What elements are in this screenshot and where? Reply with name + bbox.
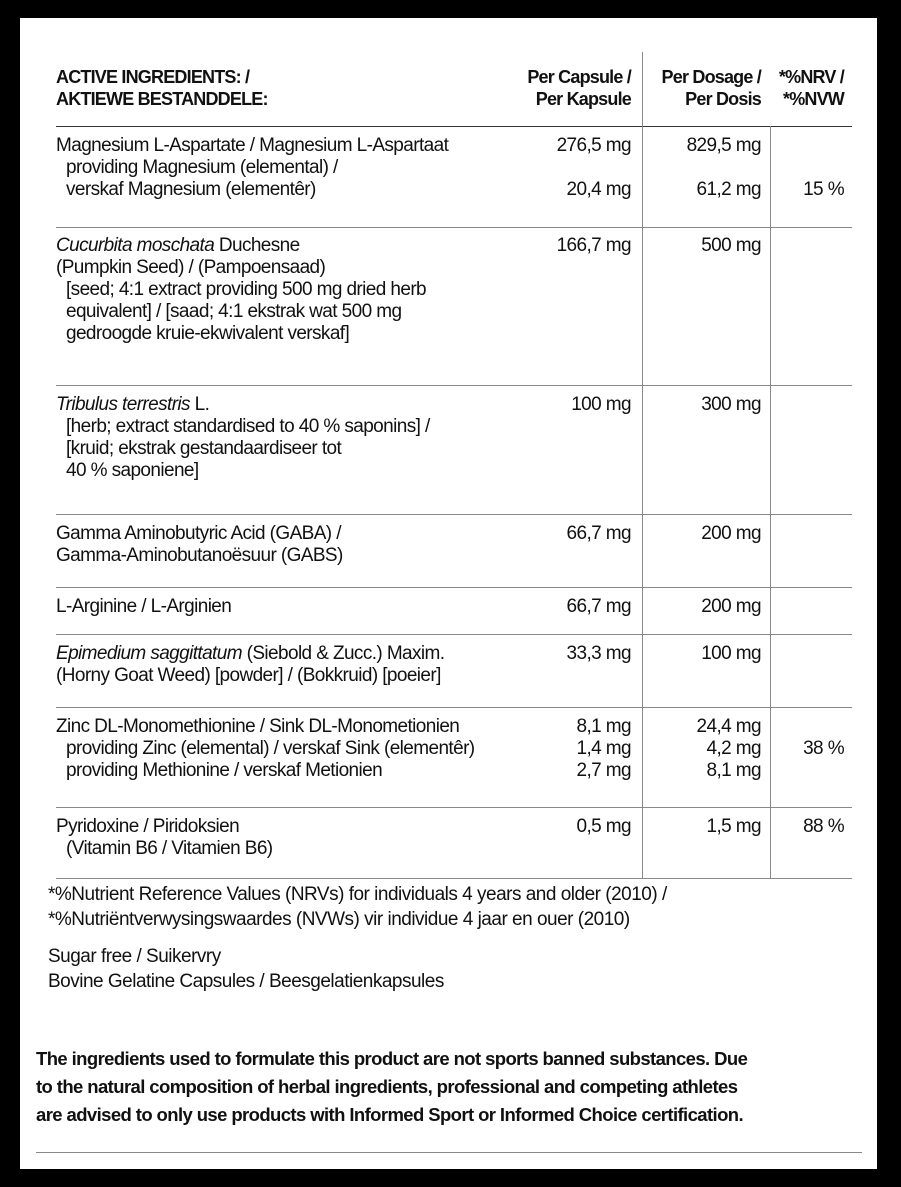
ingredient-text: providing Methionine / verskaf Metionien [66, 760, 383, 781]
header-per-dosage [662, 66, 761, 110]
ingredient-name [56, 523, 516, 567]
ingredient-line [56, 279, 516, 301]
nrv-value [803, 135, 844, 157]
header-per-capsule [527, 66, 631, 110]
per-dosage-value-cell [697, 716, 761, 782]
ingredient-text: Cucurbita moschata [56, 235, 215, 256]
ingredient-text: Duchesne [214, 235, 300, 256]
ingredient-name [56, 235, 516, 345]
nrv-value-cell [803, 816, 844, 838]
per-dosage-value-cell [701, 235, 761, 257]
ingredient-name [56, 596, 516, 618]
per-capsule-value: 66,7 mg [566, 523, 631, 544]
table-row [56, 587, 852, 635]
per-capsule-value: 2,7 mg [576, 760, 631, 781]
per-dosage-value: 100 mg [701, 643, 761, 664]
per-dosage-value: 200 mg [701, 596, 761, 617]
ingredient-line [56, 394, 516, 416]
per-dosage-value-cell [701, 643, 761, 665]
ingredient-line [56, 235, 516, 257]
per-dosage-value: 200 mg [701, 523, 761, 544]
table-row [56, 807, 852, 879]
ingredient-line [56, 523, 516, 545]
header-ingredients-en: ACTIVE INGREDIENTS: / [56, 67, 250, 87]
ingredient-text: Magnesium L-Aspartate / Magnesium L-Aspartaat [56, 135, 449, 156]
ingredient-text: providing Zinc (elemental) / verskaf Sink (elementêr) [66, 738, 475, 759]
ingredient-line [56, 179, 516, 201]
per-capsule-value-cell [571, 394, 631, 416]
nrv-value: 38 % [803, 738, 844, 759]
ingredient-line [56, 760, 516, 782]
ingredient-text: Gamma Aminobutyric Acid (GABA) / [56, 523, 341, 544]
per-capsule-value: 20,4 mg [566, 179, 631, 200]
ingredient-text: [herb; extract standardised to 40 % saponins] / [66, 416, 430, 437]
athlete-warning [36, 1045, 866, 1129]
ingredient-line [56, 643, 516, 665]
header-ingredients-af: AKTIEWE BESTANDDELE: [56, 89, 268, 109]
ingredient-text: Pyridoxine / Piridoksien [56, 816, 240, 837]
nrv-value [803, 157, 844, 179]
ingredient-text: [kruid; ekstrak gestandaardiseer tot [66, 438, 342, 459]
per-dosage-value: 1,5 mg [706, 816, 761, 837]
table-row [56, 385, 852, 515]
table-row [56, 126, 852, 228]
per-capsule-value: 166,7 mg [556, 235, 631, 256]
nrv-value [803, 760, 844, 782]
per-dosage-value-cell [701, 523, 761, 545]
per-dosage-value: 61,2 mg [696, 179, 761, 200]
header-per-capsule-af: Per Kapsule [535, 89, 631, 109]
ingredient-name [56, 816, 516, 860]
header-per-capsule-en: Per Capsule / [527, 67, 631, 87]
per-dosage-value: 8,1 mg [706, 760, 761, 781]
per-capsule-value-cell [577, 716, 632, 782]
per-dosage-value-cell [701, 394, 761, 416]
ingredient-text: Epimedium saggittatum [56, 643, 242, 664]
per-dosage-value: 500 mg [701, 235, 761, 256]
per-capsule-value-cell [557, 235, 631, 257]
ingredient-name [56, 643, 516, 687]
ingredient-line [56, 716, 516, 738]
ingredient-name [56, 716, 516, 782]
ingredient-text: [seed; 4:1 extract providing 500 mg dried herb [66, 279, 427, 300]
ingredient-line [56, 135, 516, 157]
ingredient-line [56, 157, 516, 179]
warning-line: to the natural composition of herbal ingredients, professional and competing athletes [36, 1076, 738, 1097]
per-capsule-value: 0,5 mg [576, 816, 631, 837]
nrv-value [803, 716, 844, 738]
ingredient-text: (Siebold & Zucc.) Maxim. [241, 643, 445, 664]
ingredient-text: Zinc DL-Monomethionine / Sink DL-Monometionien [56, 716, 460, 737]
table-row [56, 227, 852, 386]
ingredient-text: Tribulus terrestris [56, 394, 190, 415]
per-dosage-value: 300 mg [701, 394, 761, 415]
ingredient-line [56, 596, 516, 618]
footnote [48, 882, 868, 932]
ingredient-text: gedroogde kruie-ekwivalent verskaf] [66, 323, 350, 344]
ingredient-text: (Pumpkin Seed) / (Pampoensaad) [56, 257, 326, 278]
ingredient-text: 40 % saponiene] [66, 460, 199, 481]
per-capsule-value-cell [557, 135, 631, 201]
bottom-divider [36, 1152, 862, 1153]
ingredient-line [56, 301, 516, 323]
note-sugar-free: Sugar free / Suikervry [48, 946, 221, 967]
warning-line: are advised to only use products with Informed Sport or Informed Choice certification. [36, 1104, 744, 1125]
column-divider-capsule-dosage [642, 52, 643, 878]
per-capsule-value [557, 157, 631, 179]
table-row [56, 634, 852, 708]
per-capsule-value-cell [577, 816, 632, 838]
footnote-af: *%Nutriëntverwysingswaardes (NVWs) vir individue 4 jaar en ouer (2010) [48, 909, 630, 930]
header-per-dosage-af: Per Dosis [685, 89, 761, 109]
per-capsule-value: 1,4 mg [576, 738, 631, 759]
ingredient-line [56, 545, 516, 567]
per-dosage-value: 24,4 mg [696, 716, 761, 737]
header-nrv-en: *%NRV / [778, 67, 844, 87]
ingredient-name [56, 394, 516, 482]
footnote-en: *%Nutrient Reference Values (NRVs) for individuals 4 years and older (2010) / [48, 884, 667, 905]
nrv-value-cell [803, 716, 844, 782]
nrv-value: 15 % [803, 179, 844, 200]
per-capsule-value-cell [567, 596, 631, 618]
per-capsule-value: 100 mg [571, 394, 631, 415]
ingredient-line [56, 838, 516, 860]
ingredient-line [56, 257, 516, 279]
header-nrv-af: *%NVW [782, 89, 844, 109]
per-capsule-value: 33,3 mg [566, 643, 631, 664]
ingredient-text: verskaf Magnesium (elementêr) [66, 179, 316, 200]
ingredient-text: L-Arginine / L-Arginien [56, 596, 232, 617]
per-dosage-value: 829,5 mg [686, 135, 761, 156]
ingredient-text: equivalent] / [saad; 4:1 ekstrak wat 500 mg [66, 301, 402, 322]
ingredient-text: (Horny Goat Weed) [powder] / (Bokkruid) [poeier] [56, 665, 441, 686]
table-row [56, 514, 852, 588]
ingredient-line [56, 438, 516, 460]
column-divider-dosage-nrv [770, 126, 771, 878]
ingredient-text: Gamma-Aminobutanoësuur (GABS) [56, 545, 343, 566]
label-panel [20, 18, 877, 1169]
product-notes [48, 944, 868, 994]
header-nrv [779, 66, 844, 110]
per-capsule-value-cell [567, 523, 631, 545]
nrv-value-cell [803, 135, 844, 201]
table-header [56, 62, 852, 127]
ingredient-line [56, 416, 516, 438]
per-dosage-value: 4,2 mg [706, 738, 761, 759]
warning-line: The ingredients used to formulate this product are not sports banned substances. Due [36, 1048, 748, 1069]
ingredient-text: L. [189, 394, 210, 415]
per-dosage-value-cell [701, 596, 761, 618]
per-dosage-value-cell [687, 135, 761, 201]
per-dosage-value-cell [707, 816, 762, 838]
table-row [56, 707, 852, 808]
ingredient-line [56, 665, 516, 687]
ingredient-line [56, 323, 516, 345]
nrv-value: 88 % [803, 816, 844, 837]
header-per-dosage-en: Per Dosage / [661, 67, 761, 87]
ingredient-text: providing Magnesium (elemental) / [66, 157, 338, 178]
per-capsule-value: 66,7 mg [566, 596, 631, 617]
per-capsule-value-cell [567, 643, 631, 665]
ingredient-line [56, 460, 516, 482]
header-ingredients [56, 66, 516, 110]
per-dosage-value [687, 157, 761, 179]
per-capsule-value: 8,1 mg [576, 716, 631, 737]
ingredient-line [56, 738, 516, 760]
per-capsule-value: 276,5 mg [556, 135, 631, 156]
ingredient-text: (Vitamin B6 / Vitamien B6) [66, 838, 273, 859]
note-capsules: Bovine Gelatine Capsules / Beesgelatienkapsules [48, 971, 444, 992]
ingredient-line [56, 816, 516, 838]
ingredient-name [56, 135, 516, 201]
